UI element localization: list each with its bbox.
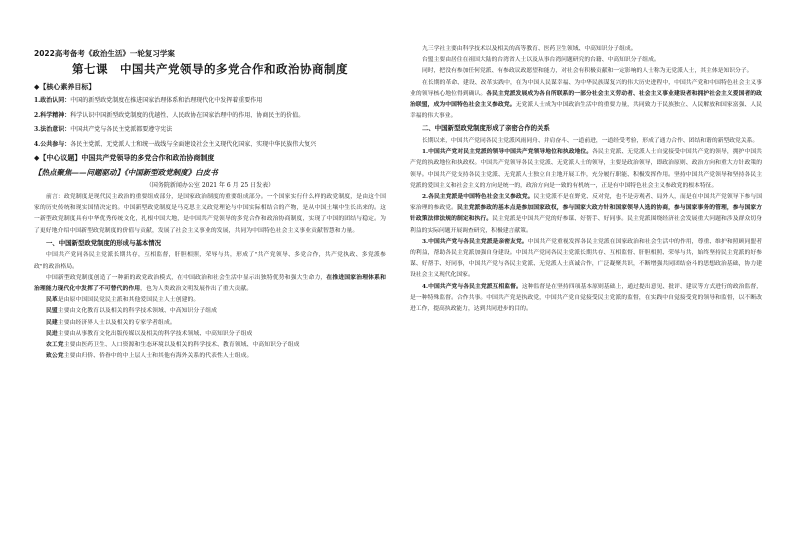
emphasis-run: 民主党派参政的基本点是参加国家政权，参与国家大政方针和国家领导人选的协商，参与国家事务的管理，参与国家方针政策法律法规的制定和执行。 bbox=[410, 205, 762, 223]
party-entry bbox=[34, 306, 386, 317]
text-run: 在长期的革命、建设、改革实践中，在为中国人民谋幸福、为中华民族谋复兴的伟大历史进程中，中国共产党和中国特色社会主义事业的领导核心地位得到确认。 bbox=[410, 79, 762, 97]
text-run: 这种监督是在坚持四项基本原则基础上，通过提出意见、批评、建议等方式进行的政治监督，是一种特殊监督。合作共事。中国共产党是执政党，中国共产党自觉接受民主党派的监督，在实践中自觉接受党的领导和监督，以不断改进工作，提高执政能力，达到共同进步的目的。 bbox=[410, 283, 762, 312]
emphasis-run: 中国共产党领导地位和执政地位。 bbox=[504, 149, 593, 156]
paragraph bbox=[410, 78, 762, 123]
objective-label: 3.法治意识： bbox=[34, 126, 71, 133]
objective-item bbox=[34, 110, 386, 122]
hot-topic-heading: 【热点聚焦——问题驱动】《中国新型政党制度》白皮书 bbox=[34, 168, 218, 177]
party-entry bbox=[34, 295, 386, 306]
emphasis-run: 各民主党派发展成为各自所联系的一部分社会主义劳动者、社会主义事业建设者和拥护社会主义爱国者的政治联盟，成为中国特色社会主义参政党。 bbox=[410, 90, 762, 109]
objective-text: 科学认识中国新型政党制度的优越性、人民政协在国家治理中的作用、协商民主的价值。 bbox=[70, 111, 305, 119]
objective-label: 2.科学精神： bbox=[34, 111, 71, 119]
party-desc: 主要由文化教育以及相关的科学技术领域、中高知识分子组成 bbox=[57, 308, 218, 315]
objective-label: 4.公共参与： bbox=[34, 140, 71, 148]
paragraph: 长期以来，中国共产党同各民主党派风雨同舟、并肩奋斗、一道前进，一道经受考验，形成了通力合作、团结和谐的新型政党关系。 bbox=[422, 137, 759, 144]
emphasis-run: 在推进国家治理体系和治理能力现代化中发挥了不可替代的作用 bbox=[34, 274, 386, 292]
paragraph: 台盟主要由居住在祖国大陆的台湾省人士以及从事台湾问题研究的台籍、中高知识分子组成。 bbox=[422, 57, 660, 64]
paragraph: 中国共产党同各民主党派长期共存，互相监督，肝胆相照，荣辱与共，形成了"共产党领导、多党合作，共产党执政、多党派参政"的政治格局。 bbox=[34, 252, 386, 270]
subsection-paragraph bbox=[410, 282, 762, 316]
party-entry bbox=[34, 351, 386, 362]
section-heading-1: 一、中国新型政党制度的形成与基本情况 bbox=[46, 238, 162, 247]
party-entry bbox=[34, 329, 386, 340]
paragraph bbox=[34, 273, 386, 295]
lesson-title: 第七课 中国共产党领导的多党合作和政治协商制度 bbox=[72, 62, 348, 76]
subsection-heading: 2.各民主党派是中国特色社会主义参政党。 bbox=[422, 193, 534, 200]
text-run: 各民主党派、无党派人士自觉接受中国共产党的领导，拥护中国共产党的执政地位和执政权。中国共产党领导各民主党派、无党派人士的领导，主要是政治领导，即政治原则、政治方向和重大方针政策的领导。中国共产党支持各民主党派、无党派人士独立自主地开展工作，充分履行职能、积极发挥作用。坚持中国共产党领导和坚持各民主党派的爱国主义和社会主义的方向是统一的，政治方向是一致的有机统一，正是有中国特色社会主义参政党的根本特征。 bbox=[410, 149, 762, 189]
core-literacy-heading: ◆【核心素养目标】 bbox=[34, 83, 96, 91]
subsection-heading: 4.中国共产党与各民主党派互相监督。 bbox=[422, 283, 522, 290]
objective-text: 中国共产党与各民主党派都要遵守宪法 bbox=[70, 126, 173, 133]
party-name: 致公党 bbox=[46, 353, 64, 360]
party-desc: 主要由经济界人士以及相关的专家学者组成。 bbox=[57, 319, 176, 326]
subsection-paragraph bbox=[410, 192, 762, 237]
party-desc: 主要由归侨、侨眷中的中上层人士和其他有海外关系的代表性人士组成。 bbox=[63, 353, 253, 360]
subsection-heading: 3.中国共产党与各民主党派是亲密友党。 bbox=[422, 238, 528, 245]
objective-text: 各民主党派、无党派人士和统一战线与全面建设社会主义现代化国家、实现中华民族伟大复兴 bbox=[70, 140, 317, 148]
series-title: 2022高考备考《政治生活》一轮复习学案 bbox=[34, 49, 175, 58]
text-run: ，也为人类政治文明发展作出了重大贡献。 bbox=[140, 285, 253, 292]
paragraph: 同时，把没有参加任何党派、有参政议政愿望和能力，对社会有积极贡献和一定影响的人士称为无党派人士，其主体是知识分子。 bbox=[422, 68, 753, 75]
text-run: 民主党派不是在野党、反对党，也不是旁观者、局外人，而是在中国共产党领导下参与国家治理的参政党。 bbox=[410, 193, 762, 212]
objective-item bbox=[34, 139, 386, 151]
party-entry bbox=[34, 318, 386, 329]
paragraph: 九三学社主要由科学技术以及相关的高等教育、医药卫生领域、中高知识分子组成。 bbox=[422, 46, 637, 52]
subsection-paragraph bbox=[410, 147, 762, 192]
preface-paragraph: 前言：政党制度是现代民主政治的重要组成部分，是国家政治制度的重要组成部分。一个国家实行什么样的政党制度，是由这个国家的历史传统和现实国情决定的。中国新型政党制度是马克思主义政党理论与中国实际相结合的产物，是从中国土壤中生长出来的。这一新型政党制度具有中华优秀传统文化，扎根中国大地，是中国共产党领导的多党合作和政治协商制度，实现了中国的团结与稳定。为了更好地介绍中国新型政党制度的价值与贡献，发展了社会主义事业的发展，共同为中国特色社会主义事业贡献智慧和力量。 bbox=[34, 194, 386, 234]
text-run: 无党派人士成为中国政治生活中的重要力量，共同致力于民族独立、人民解放和国家富强、人民幸福的伟大事业。 bbox=[410, 102, 762, 120]
text-run: 民主党派是中国共产党的好参谋、好帮手、好同事。民主党派围绕经济社会发展重大问题和涉及群众切身利益的实际问题开展调查研究，积极建言献策。 bbox=[410, 216, 762, 234]
objective-item bbox=[34, 95, 386, 107]
subsection-paragraph bbox=[410, 237, 762, 282]
party-name: 民进 bbox=[46, 330, 58, 337]
party-name: 民建 bbox=[46, 319, 58, 326]
party-desc: 是由原中国国民党民主派和其他爱国民主人士创建的。 bbox=[57, 297, 200, 304]
right-column bbox=[410, 44, 762, 315]
party-entry bbox=[34, 340, 386, 351]
party-name: 民革 bbox=[46, 297, 58, 304]
party-desc: 主要由医药卫生、人口资源和生态环境以及相关的科学技术、教育领域、中高知识分子组成 bbox=[63, 341, 300, 348]
text-run: 中国新型政党制度创造了一种新的政党政治模式，在中国政治和社会生活中显示出独特优势和强大生命力， bbox=[46, 274, 327, 281]
party-name: 农工党 bbox=[46, 341, 64, 348]
text-run: 中国共产党重视发挥各民主党派在国家政治和社会生活中的作用，尊重、维护和照顾同盟者的利益，帮助各民主党派加强自身建设。中国共产党同各民主党派长期共存、互相监督、肝胆相照、荣辱与共，始终坚持民主党派的好参谋、好帮手、好同事，中国共产党与各民主党派、无党派人士真诚合作，广泛凝聚共识，不断增强共同团结奋斗的思想政治基础，协力建设社会主义现代化国家。 bbox=[410, 238, 762, 279]
source-line: （国务院新闻办公室 2021 年 6 月 25 日发表） bbox=[145, 182, 275, 189]
left-column bbox=[34, 48, 386, 362]
objective-item bbox=[34, 124, 386, 136]
party-name: 民盟 bbox=[46, 308, 58, 315]
party-desc: 主要由从事教育文化出版传媒以及相关的科学技术领域、中高知识分子组成 bbox=[57, 330, 253, 337]
objective-label: 1.政治认同： bbox=[34, 97, 71, 104]
center-topic-heading: ◆【中心议题】中国共产党领导的多党合作和政治协商制度 bbox=[34, 154, 215, 162]
objective-text: 中国的新型政党制度在推进国家治理体系和治理现代化中发挥着重要作用 bbox=[70, 97, 263, 104]
section-heading-2: 二、中国新型政党制度形成了亲密合作的关系 bbox=[422, 124, 550, 133]
subsection-heading: 1.中国共产党对民主党派的领导 bbox=[422, 149, 505, 156]
